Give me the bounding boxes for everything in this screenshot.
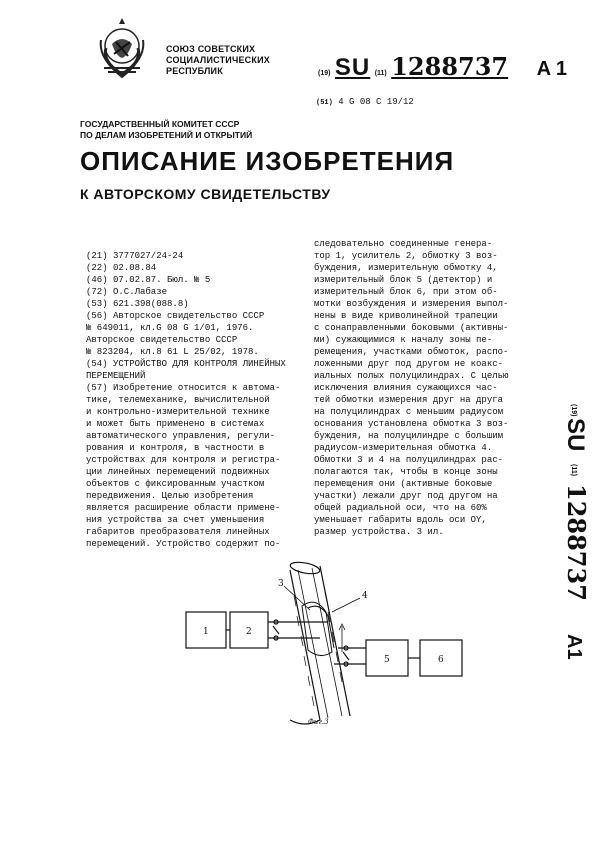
committee-line-2: ПО ДЕЛАМ ИЗОБРЕТЕНИЙ И ОТКРЫТИЙ (80, 130, 253, 140)
committee-line-1: ГОСУДАРСТВЕННЫЙ КОМИТЕТ СССР (80, 119, 240, 129)
document-title: ОПИСАНИЕ ИЗОБРЕТЕНИЯ (80, 146, 455, 176)
country-line-3: РЕСПУБЛИК (166, 66, 223, 76)
country-line-1: СОЮЗ СОВЕТСКИХ (166, 44, 256, 54)
ipc-classification (316, 97, 414, 107)
abstract-line: участки) лежали друг под другом на (314, 491, 498, 501)
document-id (318, 52, 567, 82)
code-11: (11) (374, 70, 387, 77)
abstract-line: иальных полых полуцилиндрах. С целью (314, 371, 509, 381)
abstract-line: следовательно соединенные генера- (314, 239, 493, 249)
abstract-line: общей радиальной оси, что на 60% (314, 503, 487, 513)
abstract-line: буждения, на полуцилиндре с большим (314, 431, 504, 441)
block-5-label: 5 (384, 655, 390, 665)
bibliographic-line: ПЕРЕМЕЩЕНИЙ (86, 371, 146, 381)
abstract-line: полагаются так, чтобы в конце зоны (314, 467, 498, 477)
bibliographic-line: и контрольно-измерительной технике (86, 407, 270, 417)
bibliographic-line: рования и контроля, в частности в (86, 443, 265, 453)
abstract-line: Обмотки 3 и 4 на полуцилиндрах рас- (314, 455, 504, 465)
country-code: SU (334, 54, 371, 81)
abstract-line: размер устройства. 3 ил. (314, 527, 444, 537)
bibliographic-line: ции линейных перемещений подвижных (86, 467, 270, 477)
bibliographic-line: габаритов преобразователя линейных (86, 527, 270, 537)
side-code-19: (19) (570, 404, 577, 417)
bibliographic-line: тике, телемеханике, вычислительной (86, 395, 270, 405)
abstract-line: ремещения, участками обмоток, распо- (314, 347, 509, 357)
block-1-label: 1 (203, 627, 209, 637)
code-19: (19) (318, 70, 331, 77)
block-6-label: 6 (438, 655, 444, 665)
bibliographic-line: устройствах для контроля и регистра- (86, 455, 281, 465)
bibliographic-line: (72) О.С.Лабазе (86, 287, 168, 297)
abstract-line: на полуцилиндрах с меньшим радиусом (314, 407, 504, 417)
bibliographic-line: № 649011, кл.G 08 G 1/01, 1976. (86, 323, 254, 333)
winding-3-label: 3 (278, 579, 284, 589)
country-name (166, 44, 270, 77)
bibliographic-line: (22) 02.08.84 (86, 263, 157, 273)
side-patent-number (560, 402, 604, 702)
figure-caption: Фиг.3 (308, 718, 329, 726)
abstract-line: основания установлена обмотка 3 воз- (314, 419, 509, 429)
bibliographic-line: Авторское свидетельство СССР (86, 335, 238, 345)
winding-4-label: 4 (362, 591, 368, 601)
code-51: (51) (316, 99, 333, 107)
bibliographic-line: (53) 621.398(088.8) (86, 299, 189, 309)
committee-name (80, 119, 252, 141)
document-subtitle: К АВТОРСКОМУ СВИДЕТЕЛЬСТВУ (80, 186, 331, 202)
abstract-line: тор 1, усилитель 2, обмотку 3 воз- (314, 251, 498, 261)
bibliographic-line: автоматического управления, регули- (86, 431, 276, 441)
abstract-line: радиусом-измерительная обмотка 4. (314, 443, 493, 453)
bibliographic-line: является расширение области примене- (86, 503, 281, 513)
block-2-label: 2 (246, 627, 252, 637)
bibliographic-line: (56) Авторское свидетельство СССР (86, 311, 265, 321)
abstract-column (314, 238, 552, 538)
side-su: SU (562, 418, 589, 452)
abstract-line: буждения, измерительную обмотку 4, (314, 263, 498, 273)
abstract-line: ми) сужающимися к началу зоны пе- (314, 335, 493, 345)
side-kind: A1 (563, 634, 585, 660)
abstract-line: измерительный блок 6, при этом об- (314, 287, 498, 297)
transducer-cylinder (289, 560, 350, 724)
ipc-value: 4 G 08 C 19/12 (338, 97, 414, 107)
bibliographic-line: (57) Изобретение относится к автома- (86, 383, 281, 393)
bibliographic-line: и может быть применено в системах (86, 419, 265, 429)
kind-code: A 1 (536, 58, 567, 80)
abstract-line: тей обмотки измерения друг на друга (314, 395, 504, 405)
bibliographic-line: № 823204, кл.8 61 L 25/02, 1978. (86, 347, 259, 357)
patent-number: 1288737 (391, 52, 509, 81)
bibliographic-line: (21) 3777027/24-24 (86, 251, 184, 261)
bibliographic-line: (46) 07.02.87. Бюл. № 5 (86, 275, 211, 285)
abstract-line: измерительный блок 5 (детектор) и (314, 275, 493, 285)
abstract-line: с сонаправленными боковыми (активны- (314, 323, 509, 333)
abstract-line: ложенными друг под другом не коакс- (314, 359, 504, 369)
abstract-line: исключения влияния сужающихся час- (314, 383, 498, 393)
country-line-2: СОЦИАЛИСТИЧЕСКИХ (166, 55, 270, 65)
figure-3-diagram (170, 556, 470, 726)
bibliographic-column (86, 250, 306, 550)
bibliographic-line: передвижения. Целью изобретения (86, 491, 254, 501)
side-code-11: (11) (570, 464, 577, 477)
abstract-line: уменьшает габариты вдоль оси OY, (314, 515, 487, 525)
bibliographic-line: перемещений. Устройство содержит по- (86, 539, 281, 549)
bibliographic-line: ния устройства за счет уменьшения (86, 515, 265, 525)
abstract-line: перемещения они (активные боковые (314, 479, 493, 489)
abstract-line: нены в виде криволинейной трапеции (314, 311, 498, 321)
abstract-line: мотки возбуждения и измерения выпол- (314, 299, 509, 309)
bibliographic-line: объектов с фиксированным участком (86, 479, 265, 489)
bibliographic-line: (54) УСТРОЙСТВО ДЛЯ КОНТРОЛЯ ЛИНЕЙНЫХ (86, 359, 286, 369)
ussr-emblem-icon (92, 14, 152, 80)
side-number: 1288737 (562, 484, 591, 601)
